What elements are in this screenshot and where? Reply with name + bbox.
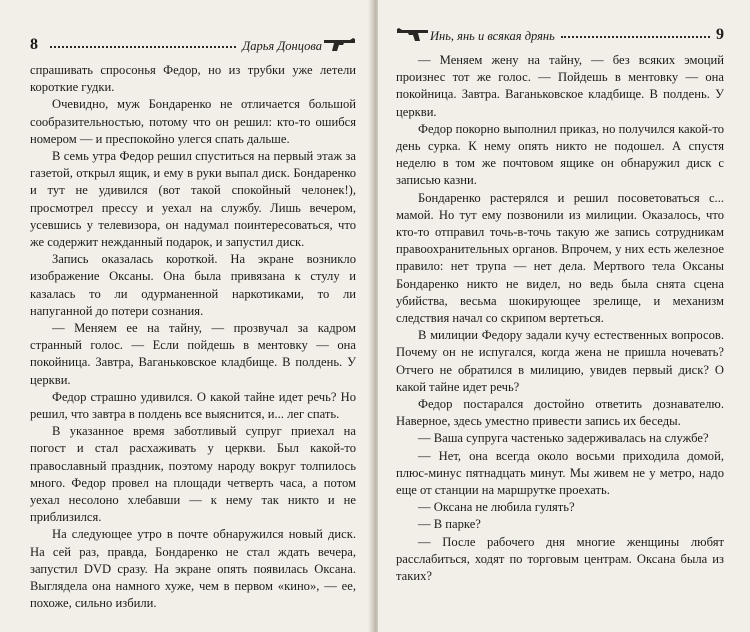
running-head: Дарья Донцова <box>242 39 322 53</box>
page-number: 8 <box>30 36 38 53</box>
paragraph: В милиции Федору задали кучу естественных вопросов. Почему он не испугался, когда жена не пришла ночевать? Отчего не обратился в милицию, увидев первый диск? О какой тайне идет речь? <box>396 328 724 394</box>
paragraph: В указанное время заботливый супруг приехал на погост и стал расхаживать у церкви. Был какой-то православный праздник, поэтому народу вокруг толпилось много. Федор провел на площади четверть часа, а потом уехал несолоно хлебавши — к нему так никто и не приблизился. <box>30 424 356 525</box>
dotted-rule <box>50 46 236 48</box>
paragraph: Федор страшно удивился. О какой тайне идет речь? Но решил, что завтра в полдень все выяснится, и... лег спать. <box>30 389 356 422</box>
pistol-icon <box>322 36 356 52</box>
paragraph: — Ваша супруга частенько задерживалась на службе? <box>418 431 709 446</box>
paragraph: спрашивать спросонья Федор, но из трубки уже летели короткие гудки. <box>30 63 356 95</box>
paragraph: — Меняем жену на тайну, — без всяких эмоций произнес тот же голос. — Пойдешь в ментовку — она покойница. Завтра. Ваганьковское кладбище. В полдень. У церкви. <box>396 53 724 119</box>
paragraph: — Меняем ее на тайну, — прозвучал за кадром странный голос. — Если пойдешь в ментовку — она покойница. Завтра, Ваганьковское кладбище. В полдень. У церкви. <box>30 321 356 387</box>
left-page-text <box>30 62 356 613</box>
paragraph: На следующее утро в почте обнаружился новый диск. На сей раз, правда, Бондаренко не стал ждать вечера, запустил DVD сразу. На экране опять появилась Оксана. Выглядела она намного хуже, чем в первом «кино», — ее, похоже, сильно избили. <box>30 527 356 611</box>
paragraph: Федор покорно выполнил приказ, но получился какой-то день сурка. К нему опять никто не подошел. А спустя неделю в том же почтовом ящике он обнаружил диск с записью казни. <box>396 121 724 188</box>
paragraph: Федор постарался достойно ответить дознавателю. Наверное, здесь уместно привести запись их беседы. <box>396 397 724 429</box>
dotted-rule <box>561 36 710 38</box>
paragraph: Бондаренко растерялся и решил посоветоваться с... мамой. Но тут ему позвонили из милиции. Оказалось, что кто-то отправил точь-в-точь такую же запись сотрудникам правоохранительных органов. Впрочем, у них есть железное правило: нет трупа — нет дела. Мертвого тела Оксаны Бондаренко никто не видел, но ведь была снята сцена убийства, весьма шокирующее зрелище, и механизм следствия начал со скрипом вертеться. <box>396 190 724 326</box>
right-page-text <box>396 52 724 585</box>
pistol-icon <box>396 26 430 42</box>
page-number: 9 <box>716 26 724 43</box>
running-head: Инь, янь и всякая дрянь <box>430 29 555 43</box>
paragraph: В семь утра Федор решил спуститься на первый этаж за газетой, открыл ящик, и ему в руки выпал диск. Бондаренко и тут не удивился (вот такой спокойный челонек!), просмотрел прессу и уехал на службу. Лишь вечером, усевшись у телевизора, он надумал поинтересоваться, что же содержит нежданный подарок, и запустил диск. <box>30 149 356 250</box>
paragraph: — В парке? <box>418 517 481 532</box>
paragraph: Очевидно, муж Бондаренко не отличается большой сообразительностью, потому что он решил: кто-то ошибся номером — и преспокойно улегся спать дальше. <box>30 97 356 146</box>
paragraph: Запись оказалась короткой. На экране возникло изображение Оксаны. Она была привязана к стулу и казалась то ли одурманенной наркотиками, то ли напуганной до потери сознания. <box>30 252 356 318</box>
left-page <box>0 0 372 632</box>
right-page-header <box>396 20 724 44</box>
paragraph: — Нет, она всегда около восьми приходила домой, плюс-минус пятнадцать минут. Мы живем не у метро, надо еще от станции на маршрутке проехать. <box>396 448 724 498</box>
paragraph: — Оксана не любила гулять? <box>418 500 575 515</box>
right-page <box>378 0 750 632</box>
left-page-header <box>30 30 356 54</box>
paragraph: — После рабочего дня многие женщины любят расслабиться, ходят по торговым центрам. Оксана была из таких? <box>396 534 724 584</box>
